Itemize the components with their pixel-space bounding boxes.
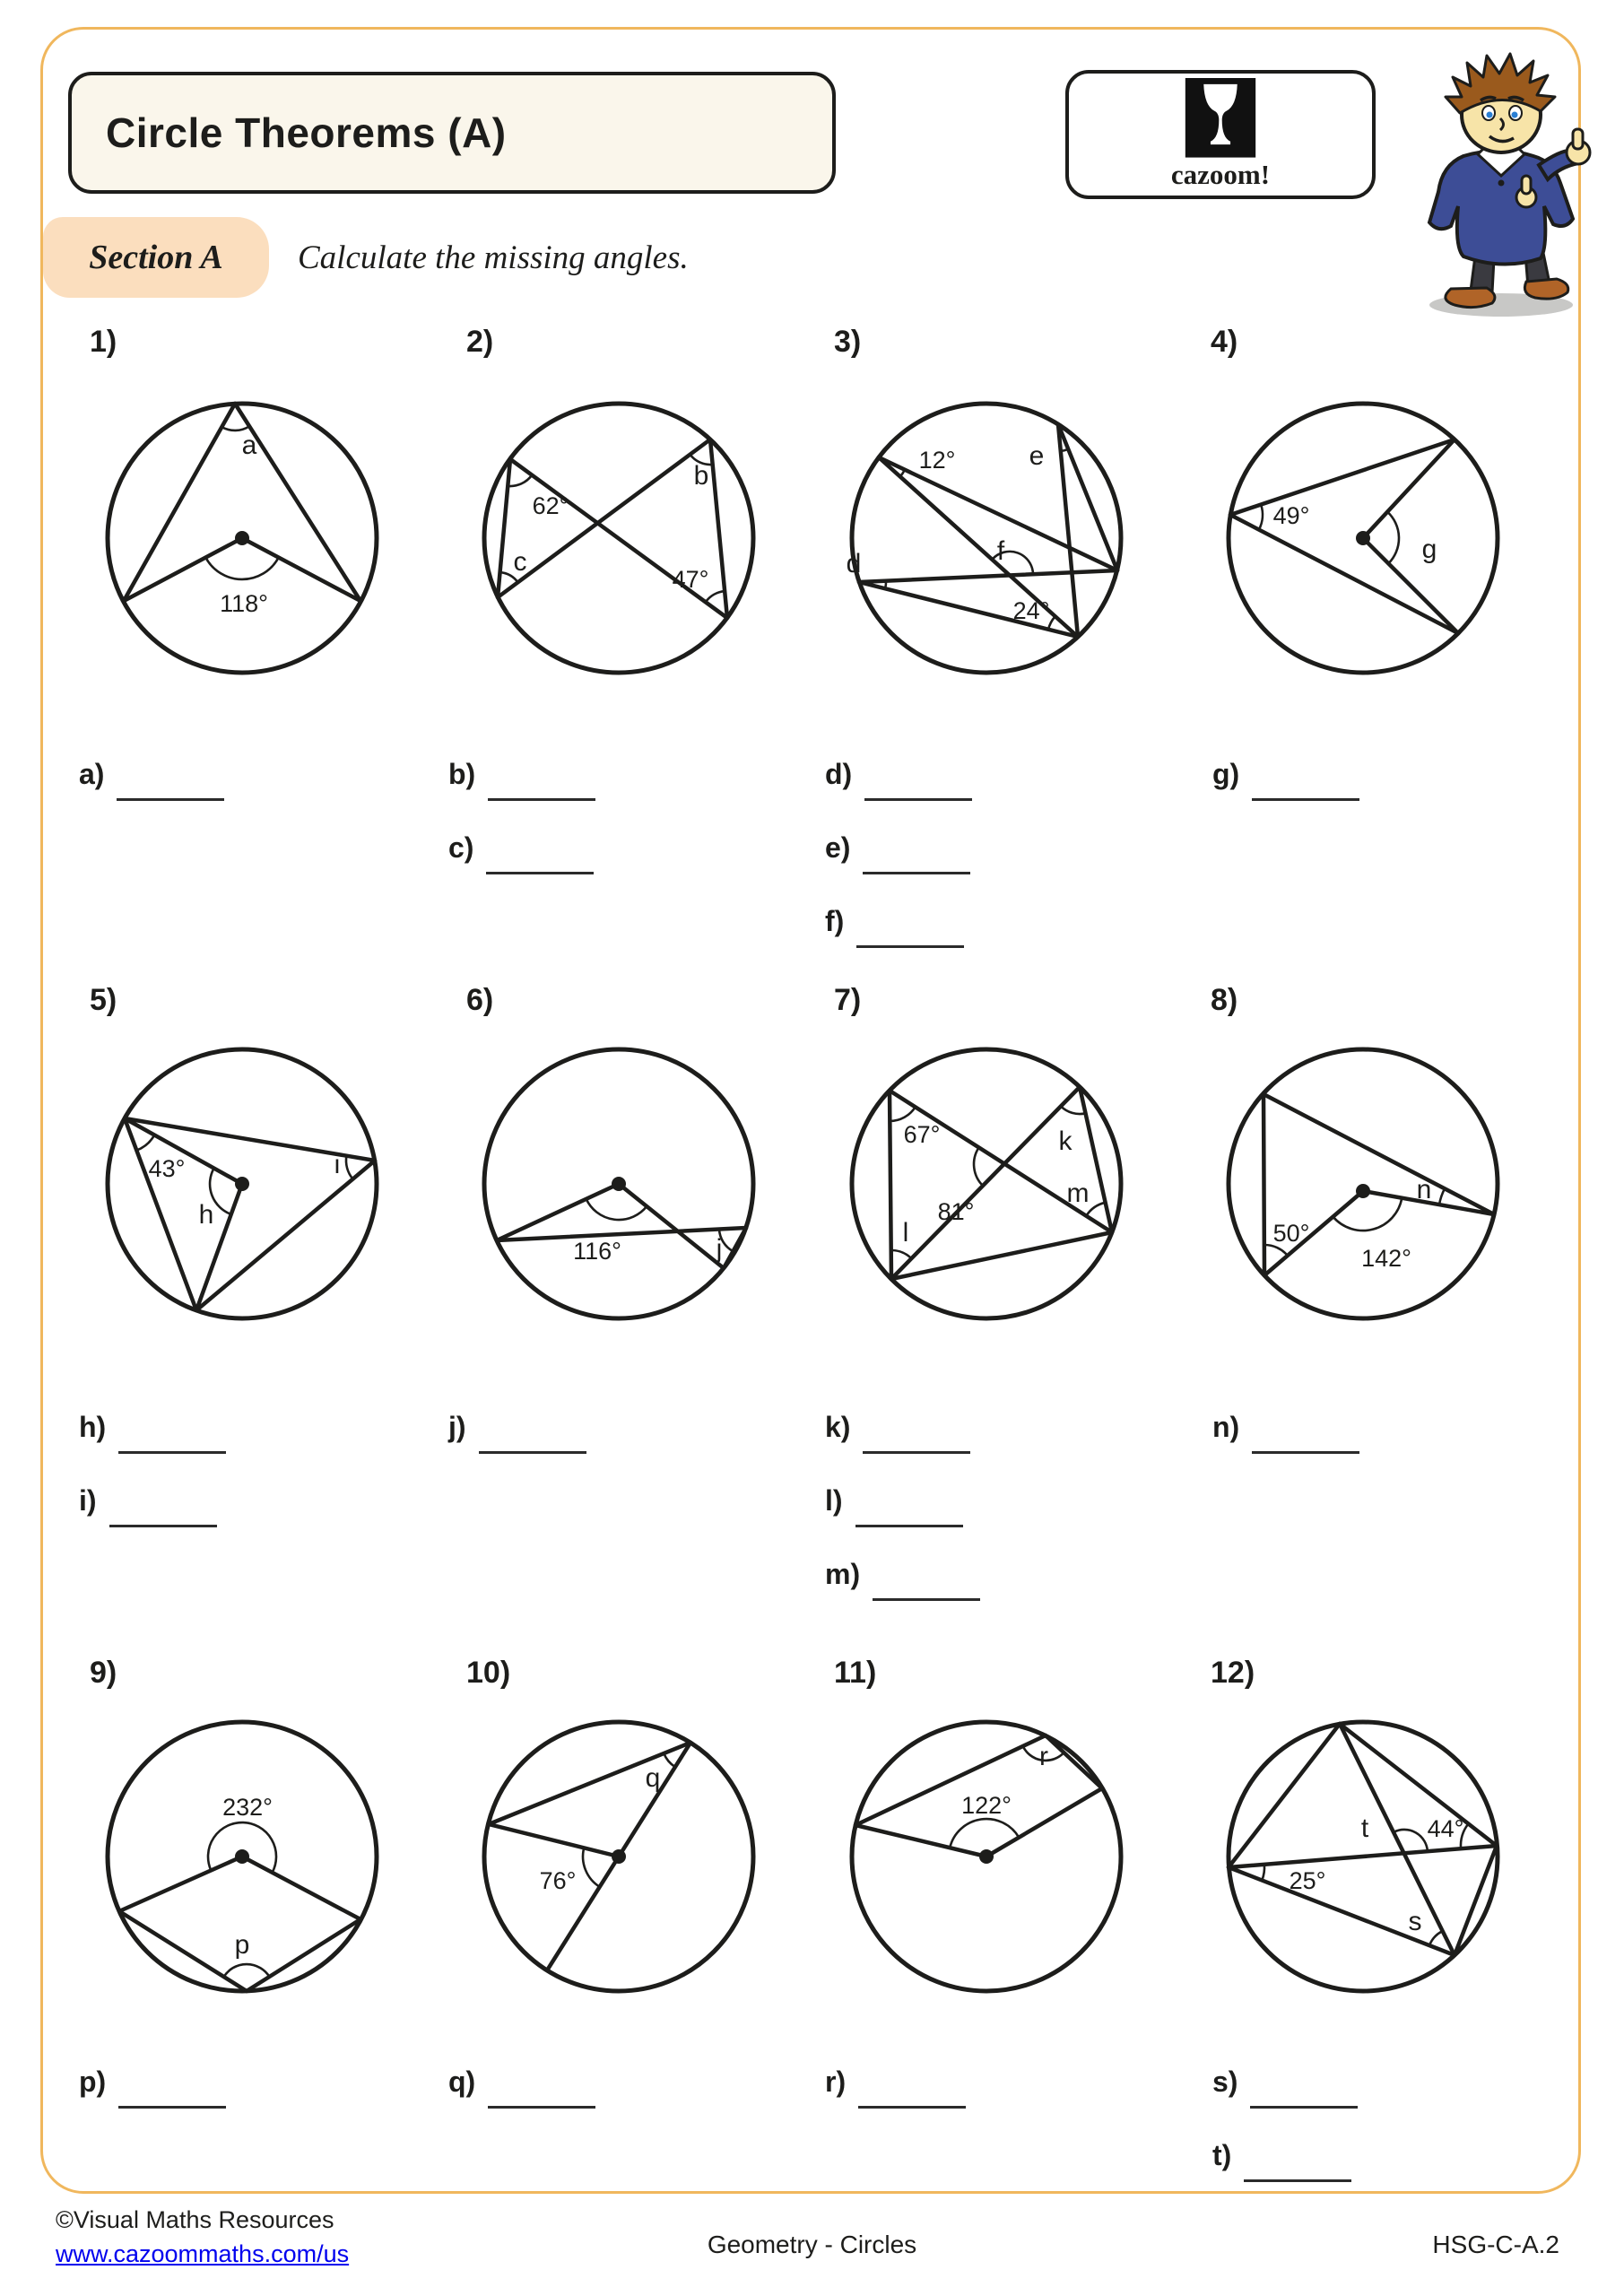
problem-9-diagram (90, 1704, 396, 2011)
answer-blank[interactable] (873, 1598, 980, 1601)
answer-blank[interactable] (864, 798, 972, 801)
angle-label: m (1066, 1178, 1090, 1208)
answer-label: t) (1212, 2139, 1232, 2171)
answer-label: p) (79, 2066, 107, 2098)
answer-label: d) (825, 758, 853, 790)
angle-label: 116° (573, 1238, 621, 1265)
angle-label: 24° (1012, 597, 1050, 624)
angle-label: t (1360, 1813, 1369, 1843)
answer-label: c) (448, 831, 474, 864)
answer-label: q) (448, 2066, 476, 2098)
problem-4 (1211, 325, 1517, 692)
problem-number: 5) (90, 983, 117, 1017)
problem-number: 1) (90, 325, 117, 359)
goblet-icon (1184, 78, 1257, 161)
problem-1-diagram (90, 386, 396, 692)
angle-label: 12° (918, 447, 956, 474)
angle-label: 232° (222, 1794, 273, 1821)
angle-label: k (1058, 1126, 1073, 1156)
answer-column (1212, 1411, 1359, 1484)
answer-column (79, 1411, 226, 1558)
page-title: Circle Theorems (A) (106, 109, 507, 156)
problem-6-diagram (466, 1031, 773, 1338)
answer-blank[interactable] (858, 2106, 966, 2109)
angle-label: a (241, 430, 257, 460)
answer-blank[interactable] (109, 1525, 217, 1527)
answer-blank[interactable] (1250, 2106, 1358, 2109)
angle-label: j (716, 1234, 723, 1264)
angle-label: l (902, 1218, 909, 1248)
problem-10-diagram (466, 1704, 773, 2011)
answer-label: i) (79, 1484, 97, 1517)
answer-label: j) (448, 1411, 466, 1443)
problem-12-diagram (1211, 1704, 1517, 2011)
answer-blank[interactable] (118, 2106, 226, 2109)
answer-blank[interactable] (855, 1525, 963, 1527)
angle-label: b (693, 461, 709, 491)
answer-blank[interactable] (488, 798, 595, 801)
answer-label: h) (79, 1411, 107, 1443)
answer-label: f) (825, 905, 845, 937)
problem-5 (90, 983, 396, 1338)
angle-label: 118° (220, 590, 268, 617)
problem-12 (1211, 1656, 1517, 2011)
problem-number: 11) (834, 1656, 877, 1690)
answer-column (448, 1411, 586, 1484)
answer-blank[interactable] (1252, 1451, 1359, 1454)
problem-7 (834, 983, 1141, 1338)
answer-blank[interactable] (488, 2106, 595, 2109)
answer-blank[interactable] (856, 945, 964, 948)
answer-blank[interactable] (486, 872, 594, 874)
angle-label: r (1039, 1742, 1048, 1771)
problem-3-diagram (834, 386, 1141, 692)
answer-column (1212, 758, 1359, 831)
problem-number: 9) (90, 1656, 117, 1690)
answer-label: r) (825, 2066, 847, 2098)
angle-label: h (198, 1200, 214, 1230)
instruction-text: Calculate the missing angles. (298, 239, 689, 276)
angle-label: 43° (148, 1155, 186, 1182)
problem-8-diagram (1211, 1031, 1517, 1338)
answer-column (825, 1411, 980, 1631)
angle-label: 47° (672, 566, 709, 593)
problem-11 (834, 1656, 1141, 2011)
angle-label: n (1416, 1175, 1432, 1205)
problem-3 (834, 325, 1141, 692)
angle-label: 49° (1272, 502, 1310, 529)
answer-blank[interactable] (863, 1451, 970, 1454)
problem-5-diagram (90, 1031, 396, 1338)
answer-label: g) (1212, 758, 1240, 790)
worksheet-title-box (68, 72, 836, 194)
angle-label: c (513, 547, 527, 577)
angle-label: 81° (937, 1198, 975, 1225)
mascot-boy-illustration (1392, 38, 1618, 323)
problem-number: 3) (834, 325, 862, 359)
answer-column (79, 758, 224, 831)
problem-number: 8) (1211, 983, 1238, 1017)
answer-label: n) (1212, 1411, 1240, 1443)
angle-label: 50° (1272, 1220, 1310, 1247)
answer-blank[interactable] (117, 798, 224, 801)
cazoom-logo (1065, 70, 1376, 199)
section-label: Section A (89, 239, 223, 276)
angle-label: f (996, 536, 1005, 566)
answer-column (79, 2066, 226, 2139)
standard-code: HSG-C-A.2 (1432, 2231, 1559, 2258)
answer-label: b) (448, 758, 476, 790)
answer-label: l) (825, 1484, 843, 1517)
angle-label: e (1029, 441, 1045, 471)
angle-label: i (334, 1150, 341, 1179)
answer-column (448, 2066, 595, 2139)
answer-label: s) (1212, 2066, 1238, 2098)
problem-1 (90, 325, 396, 692)
problem-number: 12) (1211, 1656, 1255, 1690)
worksheet-topic: Geometry - Circles (707, 2231, 917, 2258)
logo-wordmark: cazoom! (1170, 159, 1271, 190)
answer-blank[interactable] (118, 1451, 226, 1454)
answer-column (825, 2066, 966, 2139)
answer-blank[interactable] (1244, 2179, 1351, 2182)
problem-7-diagram (834, 1031, 1141, 1338)
problem-2 (466, 325, 773, 692)
problem-11-diagram (834, 1704, 1141, 2011)
answer-label: a) (79, 758, 105, 790)
answer-column (448, 758, 595, 905)
problem-number: 2) (466, 325, 494, 359)
angle-label: 25° (1289, 1867, 1326, 1894)
problem-4-diagram (1211, 386, 1517, 692)
answer-column (1212, 2066, 1358, 2213)
answer-label: m) (825, 1558, 861, 1590)
problem-number: 10) (466, 1656, 511, 1690)
answer-label: k) (825, 1411, 851, 1443)
website-link[interactable]: www.cazoommaths.com/us (56, 2240, 350, 2267)
problem-2-diagram (466, 386, 773, 692)
problem-number: 6) (466, 983, 494, 1017)
problem-number: 7) (834, 983, 862, 1017)
angle-label: g (1421, 535, 1437, 564)
angle-label: 44° (1427, 1815, 1464, 1842)
problem-10 (466, 1656, 773, 2011)
angle-label: 67° (903, 1121, 941, 1148)
section-a-badge (43, 217, 269, 298)
angle-label: s (1408, 1907, 1422, 1936)
angle-label: p (234, 1930, 250, 1960)
problem-8 (1211, 983, 1517, 1338)
angle-label: 142° (1361, 1245, 1411, 1272)
answer-column (825, 758, 972, 978)
problem-9 (90, 1656, 396, 2011)
angle-label: q (645, 1763, 661, 1793)
angle-label: 76° (539, 1867, 577, 1894)
problem-number: 4) (1211, 325, 1238, 359)
angle-label: 122° (961, 1792, 1012, 1819)
problem-6 (466, 983, 773, 1338)
answer-blank[interactable] (1252, 798, 1359, 801)
copyright-text: ©Visual Maths Resources (56, 2206, 334, 2233)
answer-label: e) (825, 831, 851, 864)
answer-blank[interactable] (479, 1451, 586, 1454)
angle-label: d (846, 549, 862, 578)
angle-label: 62° (532, 492, 569, 519)
answer-blank[interactable] (863, 872, 970, 874)
